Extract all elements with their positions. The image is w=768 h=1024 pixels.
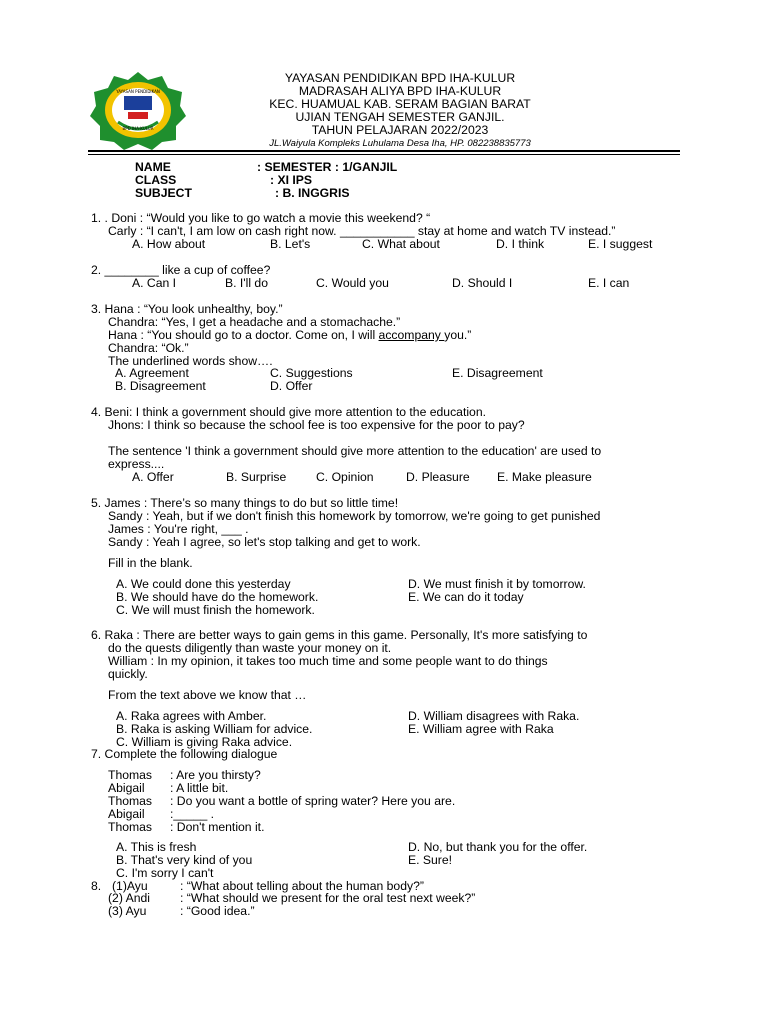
- q1-option-d: D. I think: [496, 237, 545, 251]
- q1-option-c: C. What about: [362, 237, 440, 251]
- q1-line2: Carly : “I can't, I am low on cash right now. ___________ stay at home and watch TV instead.”: [108, 224, 616, 238]
- q1-option-a: A. How about: [132, 237, 206, 251]
- q7-dialog-name-1: Thomas: [108, 768, 153, 782]
- header-line-4: UJIAN TENGAH SEMESTER GANJIL.: [295, 110, 505, 124]
- q6-line2: do the quests diligently than waste your money on it.: [108, 641, 392, 655]
- q2-line1: 2. ________ like a cup of coffee?: [91, 263, 271, 277]
- q8-dialog-name-3: (3) Ayu: [108, 904, 147, 918]
- q4-line2: Jhons: I think so because the school fee is too expensive for the poor to pay?: [108, 418, 525, 432]
- svg-text:YAYASAN PENDIDIKAN: YAYASAN PENDIDIKAN: [116, 89, 160, 94]
- q4-line4: express....: [108, 457, 165, 471]
- q1-option-e: E. I suggest: [588, 237, 653, 251]
- q7-dialog-name-3: Thomas: [108, 794, 153, 808]
- q3-line4: Chandra: “Ok.”: [108, 341, 189, 355]
- q4-option-b: B. Surprise: [226, 470, 287, 484]
- header-line-2: MADRASAH ALIYA BPD IHA-KULUR: [298, 84, 502, 98]
- header-address: JL.Waiyula Kompleks Luhulama Desa Iha, HP. 082238835773: [269, 138, 531, 149]
- q3-option-b: B. Disagreement: [115, 379, 206, 393]
- q3-line5: The underlined words show….: [108, 354, 273, 368]
- q8-dialog-name-2: (2) Andi: [108, 891, 151, 905]
- q6-line4: quickly.: [108, 667, 148, 681]
- q3-option-d: D. Offer: [270, 379, 313, 393]
- name-label: NAME: [135, 160, 171, 174]
- q3-option-c: C. Suggestions: [270, 366, 353, 380]
- header-rule-thick: [88, 150, 680, 152]
- class-label: CLASS: [135, 173, 177, 187]
- q4-line1: 4. Beni: I think a government should give more attention to the education.: [91, 405, 486, 419]
- q5-line2: Sandy : Yeah, but if we don't finish this homework by tomorrow, we're going to get punished: [108, 509, 601, 523]
- q7-dialog-name-4: Abigail: [108, 807, 145, 821]
- school-logo: [88, 70, 188, 150]
- q7-dialog-text-4: :_____ .: [170, 807, 215, 821]
- q7-option-b: B. That's very kind of you: [116, 853, 253, 867]
- q2-option-a: A. Can I: [132, 276, 177, 290]
- q7-dialog-name-5: Thomas: [108, 820, 153, 834]
- q6-line5: From the text above we know that …: [108, 688, 307, 702]
- q3-line3: Hana : “You should go to a doctor. Come on, I will accompany you.”: [108, 328, 472, 342]
- q7-dialog-text-3: : Do you want a bottle of spring water? Here you are.: [170, 794, 456, 808]
- q2-option-d: D. Should I: [452, 276, 513, 290]
- q3-option-a: A. Agreement: [115, 366, 189, 380]
- q2-option-b: B. I'll do: [225, 276, 268, 290]
- q7-option-d: D. No, but thank you for the offer.: [408, 840, 588, 854]
- header-line-1: YAYASAN PENDIDIKAN BPD IHA-KULUR: [284, 71, 516, 85]
- q6-option-a: A. Raka agrees with Amber.: [116, 709, 267, 723]
- q7-option-a: A. This is fresh: [116, 840, 197, 854]
- q1-option-b: B. Let's: [270, 237, 311, 251]
- q7-dialog-text-2: : A little bit.: [170, 781, 229, 795]
- q2-option-c: C. Would you: [316, 276, 389, 290]
- q7-dialog-text-1: : Are you thirsty?: [170, 768, 261, 782]
- q5-line3: James : You're right, ___ .: [108, 522, 249, 536]
- svg-text:BPD IHA-KULUR: BPD IHA-KULUR: [122, 126, 154, 131]
- q6-option-e: E. William agree with Raka: [408, 722, 554, 736]
- q5-option-a: A. We could done this yesterday: [116, 577, 291, 591]
- q7-dialog-name-2: Abigail: [108, 781, 145, 795]
- q8-dialog-name-1: (1)Ayu: [112, 879, 148, 893]
- q8-dialog-text-3: : “Good idea.”: [180, 904, 255, 918]
- header-rule-thin: [88, 154, 680, 155]
- class-value: : XI IPS: [270, 173, 312, 187]
- q5-option-b: B. We should have do the homework.: [116, 590, 319, 604]
- q7-dialog-text-5: : Don't mention it.: [170, 820, 265, 834]
- q5-option-d: D. We must finish it by tomorrow.: [408, 577, 586, 591]
- q6-line3: William : In my opinion, it takes too much time and some people want to do things: [108, 654, 548, 668]
- q7-line1: 7. Complete the following dialogue: [91, 747, 278, 761]
- q6-option-c: C. William is giving Raka advice.: [116, 735, 293, 749]
- q8-number: 8.: [91, 879, 102, 893]
- q5-line5: Fill in the blank.: [108, 556, 193, 570]
- q2-option-e: E. I can: [588, 276, 630, 290]
- q5-option-e: E. We can do it today: [408, 590, 524, 604]
- q1-line1: 1. . Doni : “Would you like to go watch a movie this weekend? “: [91, 211, 431, 225]
- q4-option-a: A. Offer: [132, 470, 174, 484]
- q7-option-c: C. I'm sorry I can't: [116, 866, 214, 880]
- q4-line3: The sentence 'I think a government should give more attention to the education' are used to: [108, 444, 602, 458]
- q4-option-e: E. Make pleasure: [497, 470, 592, 484]
- subject-value: : B. INGGRIS: [275, 186, 350, 200]
- q5-line1: 5. James : There’s so many things to do but so little time!: [91, 496, 399, 510]
- header-line-5: TAHUN PELAJARAN 2022/2023: [311, 123, 489, 137]
- q8-dialog-text-1: : “What about telling about the human body?”: [180, 879, 424, 893]
- q6-line1: 6. Raka : There are better ways to gain gems in this game. Personally, It's more satisfying to: [91, 628, 588, 642]
- header-line-3: KEC. HUAMUAL KAB. SERAM BAGIAN BARAT: [269, 97, 531, 111]
- q4-option-c: C. Opinion: [316, 470, 374, 484]
- q3-option-e: E. Disagreement: [452, 366, 543, 380]
- q3-line2: Chandra: “Yes, I get a headache and a stomachache.”: [108, 315, 401, 329]
- subject-label: SUBJECT: [135, 186, 192, 200]
- q6-option-d: D. William disagrees with Raka.: [408, 709, 580, 723]
- q7-option-e: E. Sure!: [408, 853, 453, 867]
- q3-line1: 3. Hana : “You look unhealthy, boy.”: [91, 302, 283, 316]
- q6-option-b: B. Raka is asking William for advice.: [116, 722, 313, 736]
- q5-option-c: C. We will must finish the homework.: [116, 603, 315, 617]
- q3-underlined-word: accompany: [378, 328, 445, 342]
- q8-dialog-text-2: : “What should we present for the oral test next week?”: [180, 891, 476, 905]
- q4-option-d: D. Pleasure: [406, 470, 470, 484]
- name-value: : SEMESTER : 1/GANJIL: [257, 160, 398, 174]
- q5-line4: Sandy : Yeah I agree, so let's stop talking and get to work.: [108, 535, 421, 549]
